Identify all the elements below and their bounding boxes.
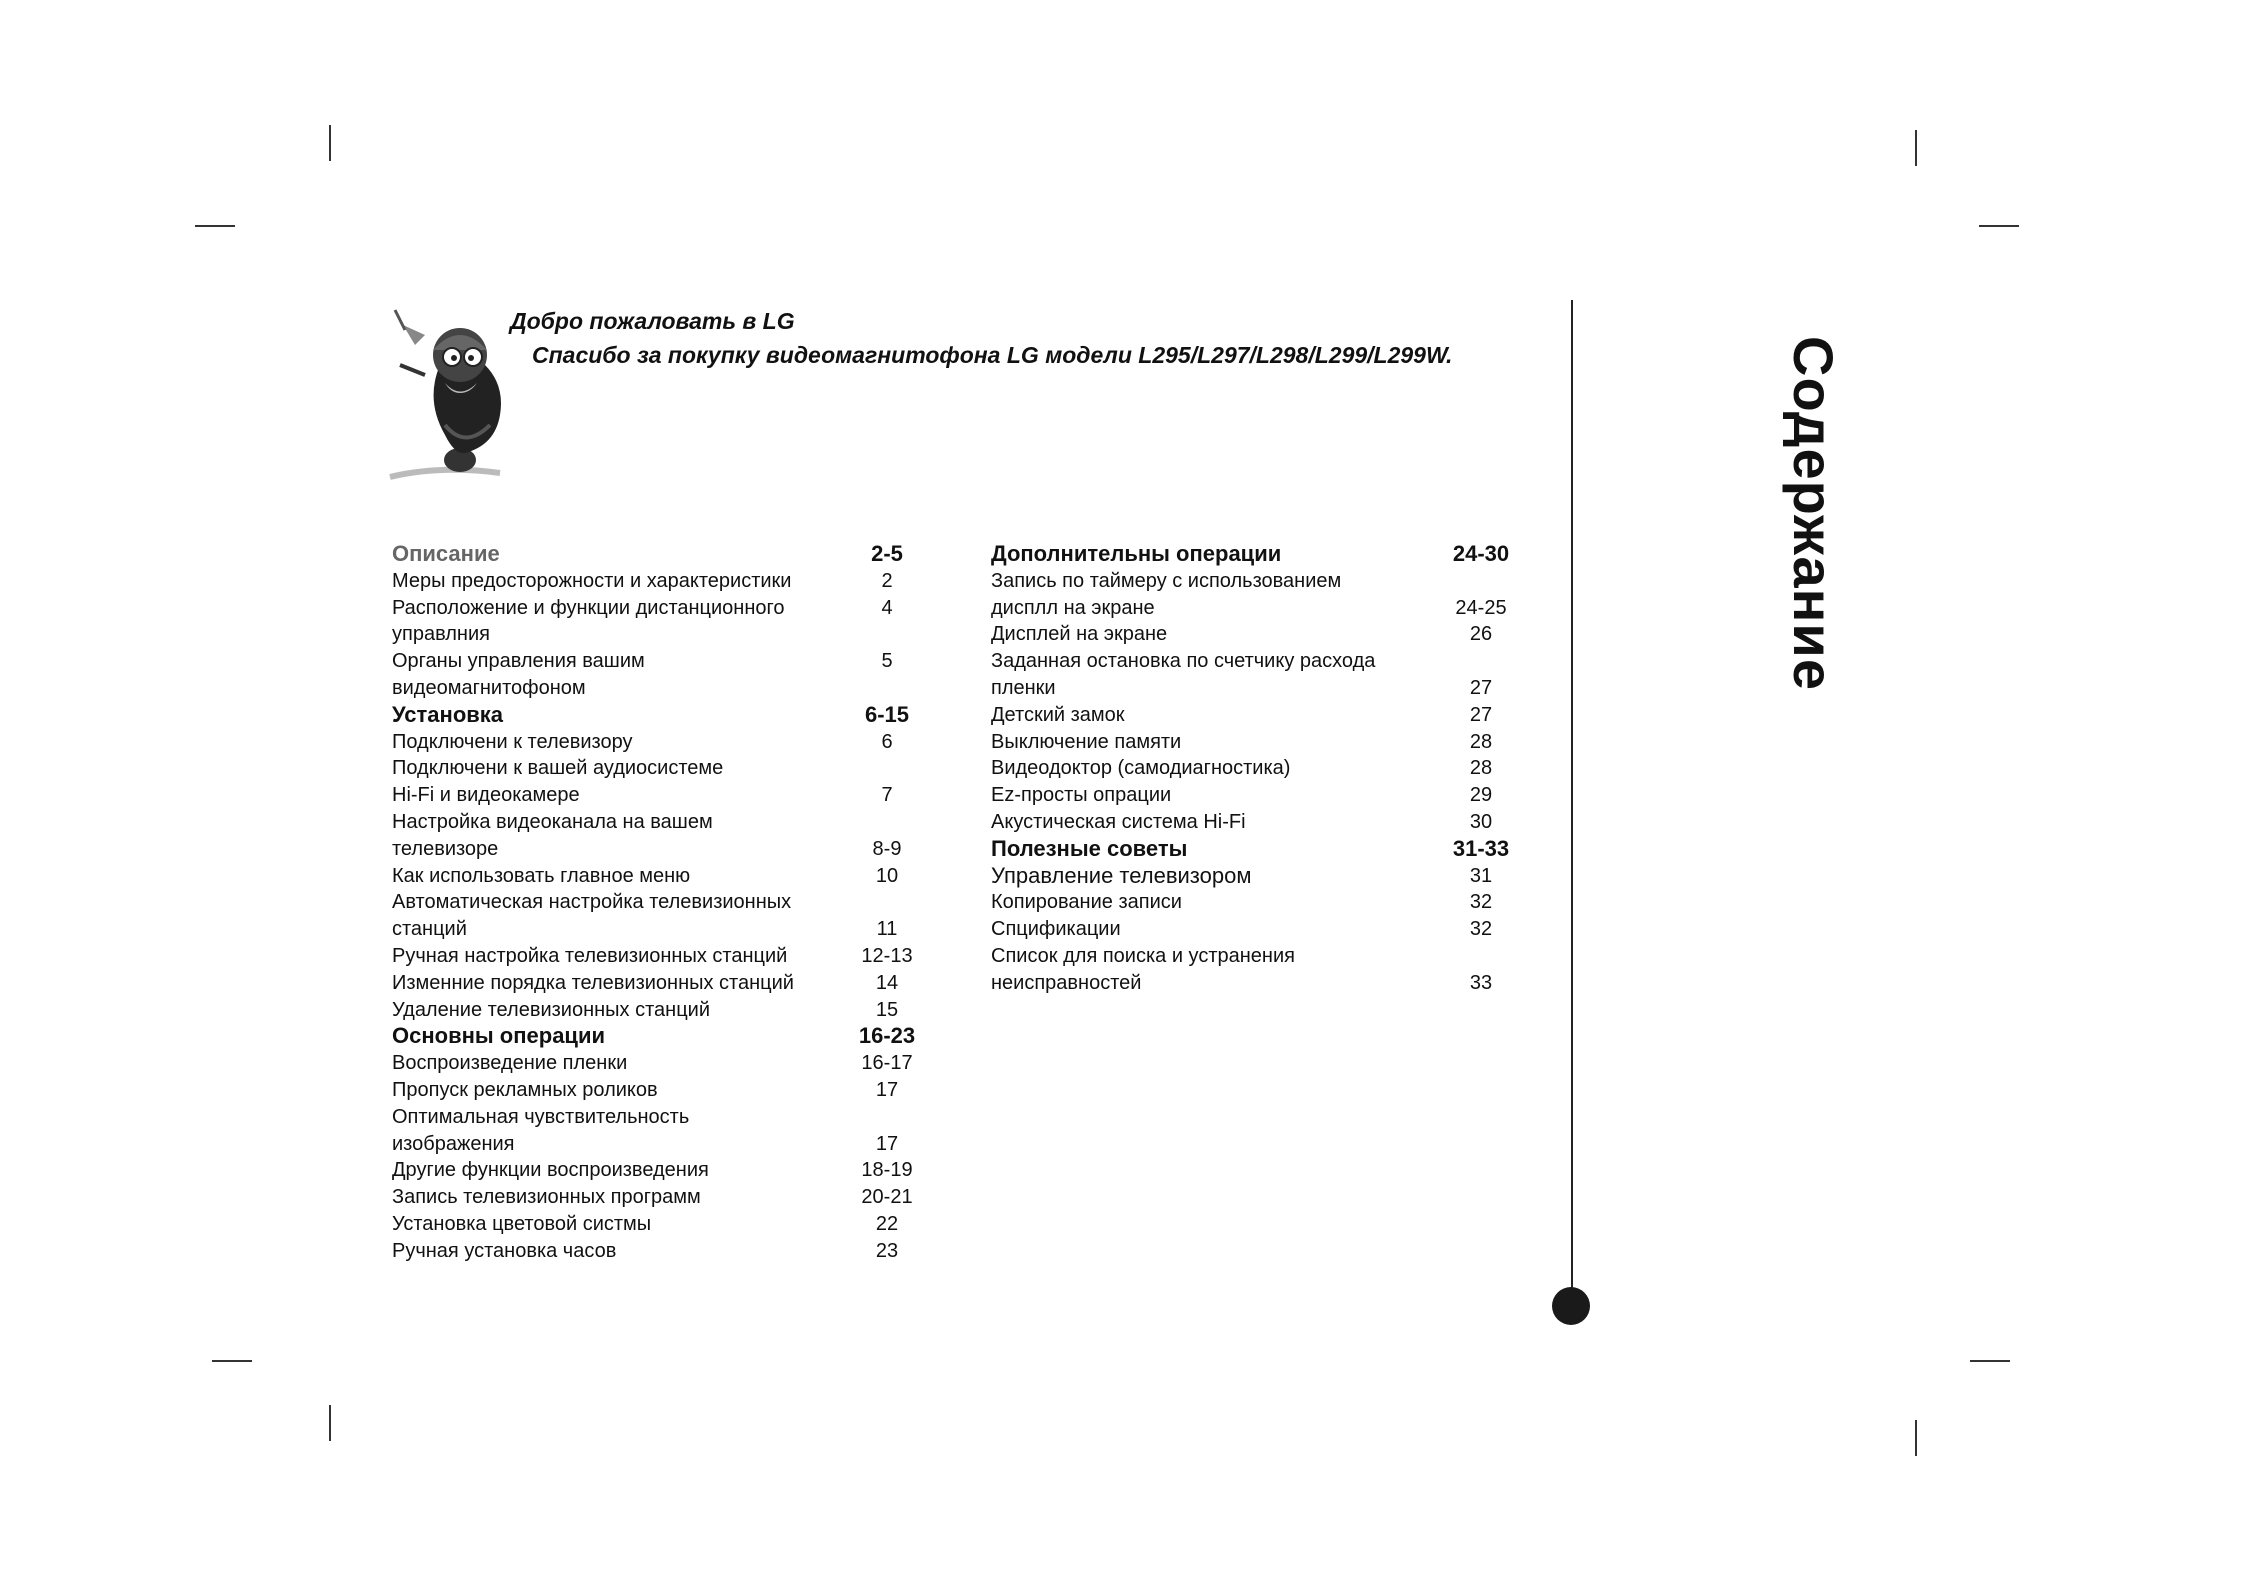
toc-entry-page: 5 bbox=[881, 650, 893, 673]
toc-entry-title: Ez-просты опрации bbox=[991, 784, 1172, 807]
toc-entry-title: Оптимальная чувствительность bbox=[392, 1105, 690, 1128]
toc-entry-title: Выключение памяти bbox=[991, 730, 1182, 753]
toc-entry-title: Меры предосторожности и характеристики bbox=[392, 569, 792, 592]
toc-entry-page: 27 bbox=[1469, 703, 1493, 726]
toc-entry bbox=[991, 568, 1521, 595]
toc-entry bbox=[392, 1050, 922, 1077]
crop-mark-bottom-left-horizontal bbox=[212, 1360, 252, 1362]
toc-entry-title: Основны операции bbox=[392, 1023, 605, 1049]
toc-entry-title: Настройка видеоканала на вашем bbox=[392, 810, 713, 833]
toc-entry-page: 16-23 bbox=[858, 1023, 916, 1049]
toc-entry-title: видеомагнитофоном bbox=[392, 676, 586, 699]
toc-entry bbox=[392, 943, 922, 970]
toc-entry-title: Пропуск рекламных роликов bbox=[392, 1078, 658, 1101]
crop-mark-top-left-horizontal bbox=[195, 225, 235, 227]
toc-entry-title: Управление телевизором bbox=[991, 862, 1252, 888]
toc-entry-title: Полезные советы bbox=[991, 835, 1188, 861]
toc-entry-page: 26 bbox=[1469, 623, 1493, 646]
toc-entry bbox=[991, 595, 1521, 622]
toc-entry bbox=[392, 1077, 922, 1104]
toc-entry-page: 18-19 bbox=[861, 1159, 913, 1182]
toc-entry bbox=[392, 970, 922, 997]
toc-entry-page: 12-13 bbox=[861, 944, 913, 967]
toc-entry-page: 24-25 bbox=[1455, 596, 1507, 619]
toc-entry-title: пленки bbox=[991, 676, 1056, 699]
toc-entry bbox=[392, 675, 922, 702]
toc-entry-page: 29 bbox=[1469, 784, 1493, 807]
toc-entry-title: Видеодоктор (самодиагностика) bbox=[991, 757, 1291, 780]
toc-entry-title: Спцификации bbox=[991, 918, 1121, 941]
toc-entry-title: Заданная остановка по счетчику расхода bbox=[991, 650, 1376, 673]
toc-entry-title: Другие функции воспроизведения bbox=[392, 1159, 709, 1182]
toc-entry-title: Установка цветовой систмы bbox=[392, 1212, 652, 1235]
toc-entry-title: Запись телевизионных программ bbox=[392, 1186, 701, 1209]
toc-entry-page: 2-5 bbox=[871, 541, 903, 566]
toc-entry bbox=[991, 541, 1521, 568]
toc-entry-page: 31 bbox=[1469, 864, 1493, 887]
toc-entry bbox=[991, 621, 1521, 648]
toc-entry-page: 32 bbox=[1469, 918, 1493, 941]
toc-entry bbox=[991, 970, 1521, 997]
toc-entry-title: телевизоре bbox=[392, 837, 499, 860]
toc-entry bbox=[991, 943, 1521, 970]
welcome-subheading: Спасибо за покупку видеомагнитофона LG модели L295/L297/L298/L299/L299W. bbox=[532, 342, 1453, 368]
toc-entry-page: 10 bbox=[875, 864, 899, 887]
crop-mark-bottom-left-vertical bbox=[329, 1405, 331, 1441]
crop-mark-top-left-vertical bbox=[329, 125, 331, 161]
toc-entry bbox=[991, 729, 1521, 756]
toc-entry-title: дисплл на экране bbox=[991, 596, 1155, 619]
toc-entry bbox=[991, 755, 1521, 782]
toc-entry-page: 30 bbox=[1469, 810, 1493, 833]
vertical-divider-line bbox=[1571, 300, 1573, 1298]
toc-entry-page: 22 bbox=[875, 1212, 899, 1235]
toc-entry bbox=[392, 1184, 922, 1211]
toc-entry-page: 7 bbox=[881, 784, 893, 807]
toc-entry-title: изображения bbox=[392, 1132, 515, 1155]
toc-entry-title: Запись по таймеру с использованием bbox=[991, 569, 1342, 592]
toc-entry bbox=[392, 1131, 922, 1158]
toc-entry-page: 14 bbox=[875, 971, 899, 994]
toc-entry bbox=[392, 782, 922, 809]
toc-entry-page: 28 bbox=[1469, 730, 1493, 753]
toc-entry-page: 16-17 bbox=[861, 1052, 913, 1075]
toc-entry-title: Изменние порядка телевизионных станций bbox=[392, 971, 794, 994]
toc-entry bbox=[392, 809, 922, 836]
toc-entry-page: 33 bbox=[1469, 971, 1493, 994]
toc-entry-title: Автоматическая настройка телевизионных bbox=[392, 891, 792, 914]
toc-entry bbox=[392, 997, 922, 1024]
toc-entry bbox=[392, 916, 922, 943]
toc-entry-page: 31-33 bbox=[1452, 835, 1510, 861]
toc-entry-page: 23 bbox=[875, 1239, 899, 1262]
toc-entry-title: Ручная настройка телевизионных станций bbox=[392, 944, 788, 967]
toc-entry-page: 8-9 bbox=[872, 837, 902, 860]
toc-entry bbox=[392, 568, 922, 595]
crop-mark-bottom-right-vertical bbox=[1915, 1420, 1917, 1456]
toc-entry-title: Органы управления вашим bbox=[392, 650, 645, 673]
toc-entry-title: Как использовать главное меню bbox=[392, 864, 691, 887]
toc-entry-title: Подключени к телевизору bbox=[392, 730, 633, 753]
toc-entry-title: Список для поиска и устранения bbox=[991, 944, 1295, 967]
toc-entry bbox=[991, 836, 1521, 863]
toc-entry bbox=[392, 648, 922, 675]
welcome-heading: Добро пожаловать в LG bbox=[510, 308, 795, 334]
toc-entry-title: неисправностей bbox=[991, 971, 1142, 994]
toc-entry-page: 4 bbox=[881, 596, 893, 619]
toc-entry-page: 11 bbox=[876, 918, 898, 941]
toc-entry bbox=[991, 889, 1521, 916]
toc-entry bbox=[392, 1157, 922, 1184]
toc-entry-page: 24-30 bbox=[1452, 541, 1510, 566]
toc-entry bbox=[392, 1211, 922, 1238]
toc-entry-title: Удаление телевизионных станций bbox=[392, 998, 710, 1021]
toc-entry-page: 28 bbox=[1469, 757, 1493, 780]
toc-entry-page: 27 bbox=[1469, 676, 1493, 699]
toc-entry bbox=[392, 755, 922, 782]
toc-entry-title: Расположение и функции дистанционного bbox=[392, 596, 785, 619]
toc-entry-title: Описание bbox=[392, 541, 500, 566]
toc-entry bbox=[392, 1023, 922, 1050]
toc-entry bbox=[991, 702, 1521, 729]
toc-entry bbox=[991, 863, 1521, 890]
toc-entry bbox=[392, 621, 922, 648]
toc-entry bbox=[392, 702, 922, 729]
section-tab-title-text: Содержание bbox=[1781, 335, 1845, 691]
toc-entry bbox=[392, 1104, 922, 1131]
toc-entry-page: 6-15 bbox=[864, 701, 910, 727]
crop-mark-top-right-horizontal bbox=[1979, 225, 2019, 227]
toc-entry-page: 32 bbox=[1469, 891, 1493, 914]
toc-entry-title: Дополнительны операции bbox=[991, 541, 1282, 566]
toc-entry-page: 17 bbox=[875, 1132, 899, 1155]
toc-entry bbox=[991, 916, 1521, 943]
crop-mark-top-right-vertical bbox=[1915, 130, 1917, 166]
toc-entry-title: Детский замок bbox=[991, 703, 1125, 726]
toc-entry bbox=[991, 809, 1521, 836]
toc-entry-page: 2 bbox=[881, 569, 893, 592]
toc-entry-title: Подключени к вашей аудиосистеме bbox=[392, 757, 724, 780]
section-tab-title bbox=[1753, 303, 1873, 723]
toc-entry bbox=[991, 675, 1521, 702]
toc-entry-title: станций bbox=[392, 918, 467, 941]
divider-end-dot bbox=[1552, 1287, 1590, 1325]
crop-mark-bottom-right-horizontal bbox=[1970, 1360, 2010, 1362]
toc-entry bbox=[392, 729, 922, 756]
toc-entry bbox=[991, 648, 1521, 675]
toc-entry-title: Hi-Fi и видеокамере bbox=[392, 784, 580, 807]
toc-entry-title: Акустическая система Hi-Fi bbox=[991, 810, 1246, 833]
toc-entry bbox=[991, 782, 1521, 809]
toc-entry bbox=[392, 1238, 922, 1265]
toc-entry bbox=[392, 595, 922, 622]
toc-entry-title: управлния bbox=[392, 623, 490, 646]
toc-entry-title: Копирование записи bbox=[991, 891, 1182, 914]
toc-entry-title: Воспроизведение пленки bbox=[392, 1052, 628, 1075]
toc-entry bbox=[392, 836, 922, 863]
toc-entry-page: 20-21 bbox=[861, 1186, 913, 1209]
toc-entry-page: 15 bbox=[875, 998, 899, 1021]
toc-entry-title: Дисплей на экране bbox=[991, 623, 1168, 646]
toc-entry-title: Установка bbox=[392, 701, 504, 727]
toc-right-column bbox=[991, 541, 1521, 997]
toc-left-column bbox=[392, 541, 922, 1265]
toc-entry-title: Ручная установка часов bbox=[392, 1239, 617, 1262]
toc-entry bbox=[392, 863, 922, 890]
toc-entry bbox=[392, 889, 922, 916]
toc-entry bbox=[392, 541, 922, 568]
toc-entry-page: 17 bbox=[875, 1078, 899, 1101]
toc-entry-page: 6 bbox=[881, 730, 893, 753]
